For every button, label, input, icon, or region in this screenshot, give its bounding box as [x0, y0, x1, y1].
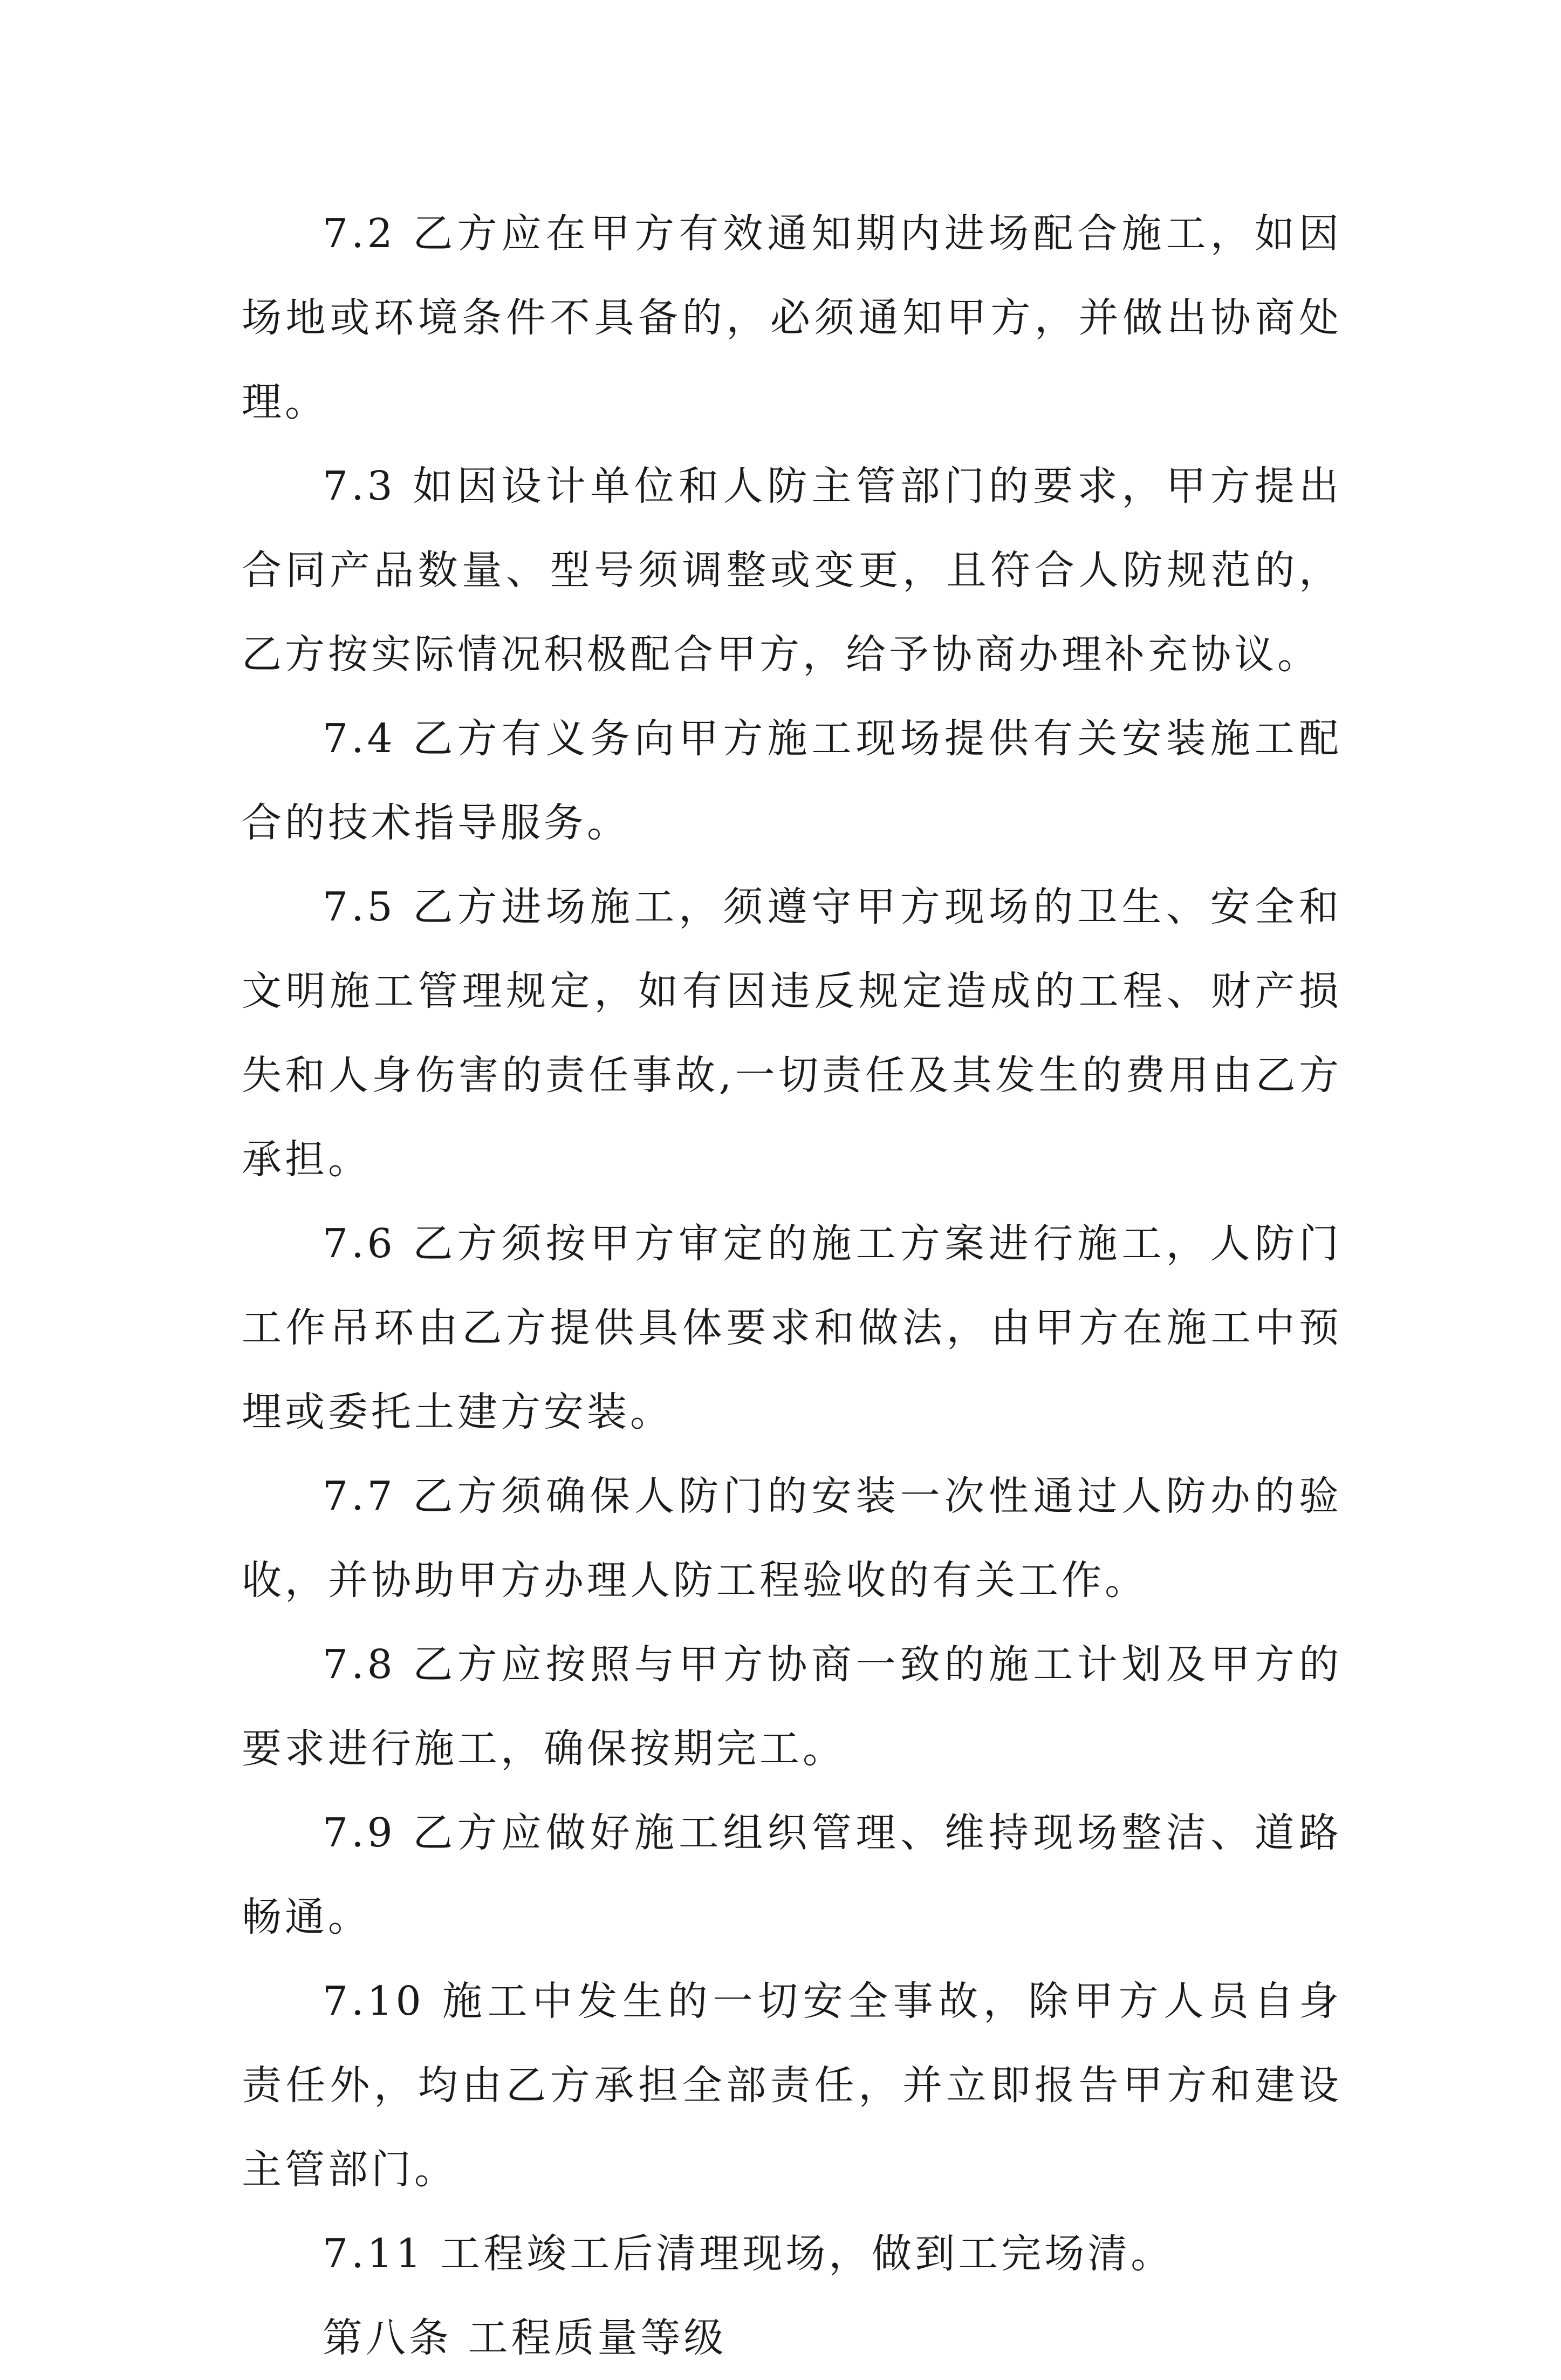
- section-heading: 第八条 工程质量等级: [323, 2315, 727, 2361]
- clause-7-4: 7.4 乙方有义务向甲方施工现场提供有关安装施工配合的技术指导服务。: [242, 715, 1342, 846]
- clause-7-3: 7.3 如因设计单位和人防主管部门的要求，甲方提出合同产品数量、型号须调整或变更，且符合人防规范的，乙方按实际情况积极配合甲方，给予协商办理补充协议。: [242, 463, 1342, 678]
- clause-7-7: 7.7 乙方须确保人防门的安装一次性通过人防办的验收，并协助甲方办理人防工程验收的有关工作。: [242, 1473, 1342, 1604]
- clause-7-2: 7.2 乙方应在甲方有效通知期内进场配合施工，如因场地或环境条件不具备的，必须通知甲方，并做出协商处理。: [242, 210, 1342, 425]
- clause-7-6: 7.6 乙方须按甲方审定的施工方案进行施工，人防门工作吊环由乙方提供具体要求和做法，由甲方在施工中预埋或委托土建方安装。: [242, 1220, 1342, 1435]
- clause-7-9: 7.9 乙方应做好施工组织管理、维持现场整洁、道路畅通。: [242, 1810, 1342, 1940]
- clause-7-11: 7.11 工程竣工后清理现场，做到工完场清。: [323, 2231, 1174, 2277]
- clause-7-8: 7.8 乙方应按照与甲方协商一致的施工计划及甲方的要求进行施工，确保按期完工。: [242, 1641, 1342, 1772]
- document-body: [242, 192, 1342, 2380]
- clause-7-5: 7.5 乙方进场施工，须遵守甲方现场的卫生、安全和文明施工管理规定，如有因违反规定造成的工程、财产损失和人身伤害的责任事故,一切责任及其发生的费用由乙方承担。: [242, 884, 1342, 1183]
- clause-7-10: 7.10 施工中发生的一切安全事故，除甲方人员自身责任外，均由乙方承担全部责任，并立即报告甲方和建设主管部门。: [242, 1978, 1342, 2193]
